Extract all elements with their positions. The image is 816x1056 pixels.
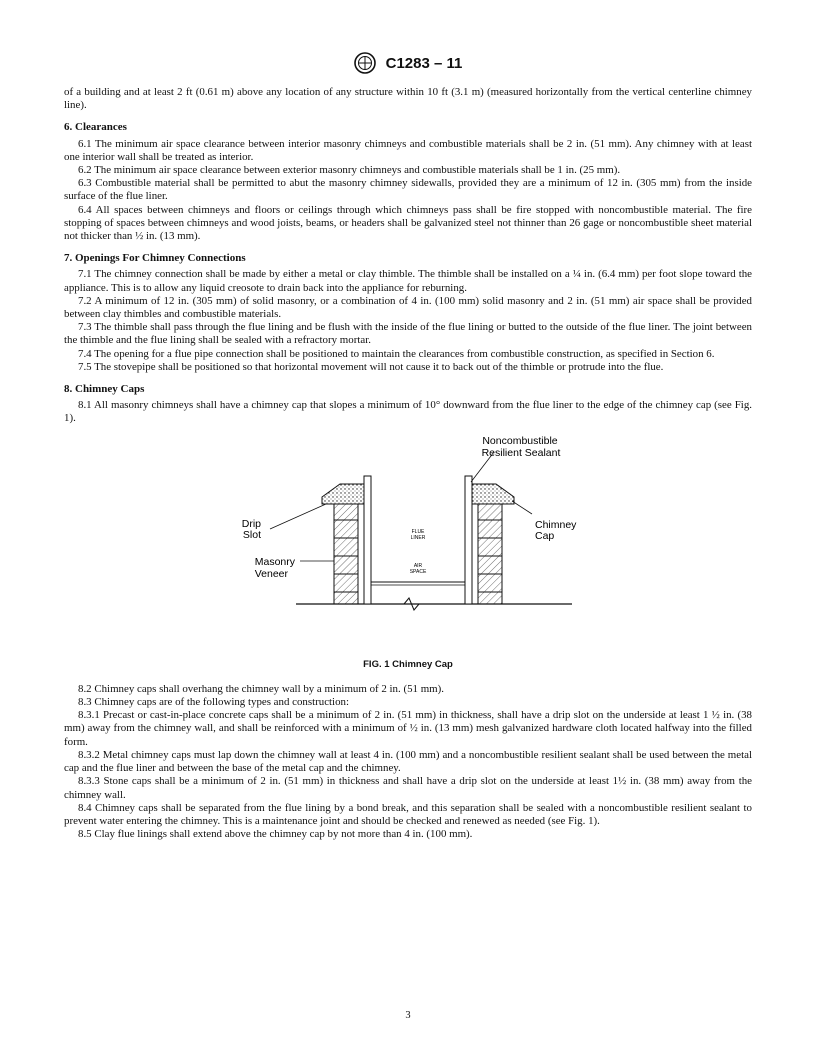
section-heading: 8. Chimney Caps [64,383,145,396]
paragraph: 8.1 All masonry chimneys shall have a chimney cap that slopes a minimum of 10° downward from the flue liner to the edge of the chimney cap (see Fig. 1). [64,399,752,425]
figure-caption: FIG. 1 Chimney Cap [363,658,453,670]
paragraph: 8.3.1 Precast or cast-in-place concrete caps shall be a minimum of 2 in. (51 mm) in thickness, shall have a drip slot on the underside at least 1 ½ in. (38 mm) away from the chimney wall, and shall be reinforced with a minimum of ½ in. (13 mm) mesh galvanized hardware cloth located halfway into the filled form. [64,709,752,748]
paragraph: 6.2 The minimum air space clearance between exterior masonry chimneys and combustible materials shall be 1 in. (25 mm). [78,164,621,177]
paragraph: 8.2 Chimney caps shall overhang the chimney wall by a minimum of 2 in. (51 mm). [78,682,444,695]
chimney-cap-drawing [64,432,752,654]
label-drip: Drip [241,517,261,530]
document-body [64,86,752,841]
left-flue-liner [364,476,371,604]
paragraph: 6.3 Combustible material shall be permitted to abut the masonry chimney sidewalls, provided they are a minimum of 12 in. (305 mm) from the inside surface of the flue liner. [64,177,752,203]
left-masonry [334,504,358,604]
page-number: 3 [405,1010,411,1021]
paragraph: 8.3.2 Metal chimney caps must lap down the chimney wall at least 4 in. (100 mm) and a noncombustible resilient sealant shall be used between the metal cap and the flue liner and between the base of the metal cap and the chimney. [64,748,752,775]
page-header [0,52,816,74]
label-slot: Slot [242,528,261,541]
label-veneer: Veneer [254,567,288,580]
chimney-cap-figure [64,432,752,654]
paragraph: 7.4 The opening for a flue pipe connection shall be positioned to maintain the clearances from combustible construction, as specified in Section 6. [78,347,715,360]
label-resilient-sealant: Resilient Sealant [481,446,561,459]
document-code: C1283 – 11 [385,54,463,72]
right-flue-liner [465,476,472,604]
paragraph: 7.5 The stovepipe shall be positioned so that horizontal movement will not cause it to back out of the thimble or protrude into the flue. [78,360,664,373]
paragraph: 6.4 All spaces between chimneys and floors or ceilings through which chimneys pass shall be fire stopped with noncombustible material. The fire stopping of spaces between chimneys and wood joists, beams, or headers shall be galvanized steel not thinner than 26 gage or noncombustible sheet material not thicker than ½ in. (13 mm). [64,203,752,243]
paragraph: 7.3 The thimble shall pass through the flue lining and be flush with the inside of the flue lining or butted to the outside of the flue liner. The joint between the thimble and the flue lining shall be sealed with a refractory mortar. [64,321,752,347]
label-cap: Cap [535,529,555,542]
label-masonry: Masonry [254,555,295,568]
label-liner: LINER [410,534,426,541]
right-cap [466,484,514,504]
paragraph: 6.1 The minimum air space clearance between interior masonry chimneys and combustible materials shall be 2 in. (51 mm). Any chimney with at least one interior wall shall be treated as interior. [64,137,752,163]
right-masonry [478,504,502,604]
label-chimney: Chimney [535,518,577,531]
section-heading: 6. Clearances [64,121,127,134]
section-heading: 7. Openings For Chimney Connections [64,252,246,265]
paragraph: 7.1 The chimney connection shall be made by either a metal or clay thimble. The thimble shall be installed on a ¼ in. (6.4 mm) per foot slope toward the appliance. This is to allow any liquid creosote to drain back into the appliance for reburning. [64,268,752,294]
paragraph: 8.5 Clay flue linings shall extend above the chimney cap by not more than 4 in. (100 mm). [78,828,473,841]
paragraph: 8.3 Chimney caps are of the following types and construction: [78,696,349,709]
label-noncombustible: Noncombustible [482,434,558,447]
paragraph: 8.4 Chimney caps shall be separated from the flue lining by a bond break, and this separation shall be sealed with a noncombustible resilient sealant to prevent water entering the chimney. This is a maintenance joint and should be checked and renewed as needed (see Fig. 1). [64,801,752,827]
left-cap [322,484,369,504]
intro-paragraph: of a building and at least 2 ft (0.61 m) above any location of any structure within 10 ft (3.1 m) (measured horizontally from the vertical centerline chimney line). [64,86,752,112]
paragraph: 8.3.3 Stone caps shall be a minimum of 2 in. (51 mm) in thickness and shall have a drip slot on the underside at least 1½ in. (38 mm) away from the chimney wall. [64,775,752,801]
label-air: AIR [413,562,423,569]
label-flue: FLUE [411,528,425,535]
label-space: SPACE [409,568,427,575]
astm-logo-icon [354,52,376,74]
paragraph: 7.2 A minimum of 12 in. (305 mm) of solid masonry, or a combination of 4 in. (100 mm) solid masonry and 2 in. (51 mm) air space shall be provided between clay thimbles and combustible materials. [64,294,752,321]
